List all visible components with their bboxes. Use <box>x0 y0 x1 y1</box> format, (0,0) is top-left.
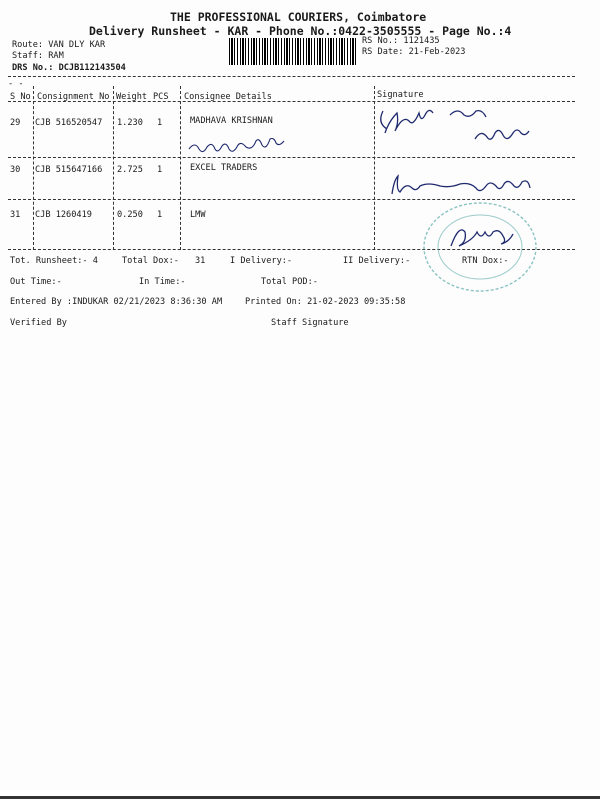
table-row-consignee: EXCEL TRADERS <box>190 163 258 173</box>
verified-by: Verified By <box>10 318 67 328</box>
ii-delivery: II Delivery:- <box>343 256 411 266</box>
rule-mark: - - <box>8 79 24 89</box>
stamp-seal <box>420 200 540 295</box>
staff-signature: Staff Signature <box>271 318 349 328</box>
handwritten-signature <box>375 103 560 153</box>
table-row-sno: 30 <box>10 165 21 175</box>
table-row-consignment: CJB 516520547 <box>35 118 103 128</box>
table-row-pcs: 1 <box>157 210 163 220</box>
col-header-pcs: PCS <box>153 92 169 102</box>
table-row-sno: 29 <box>10 118 21 128</box>
table-row-consignment: CJB 1260419 <box>35 210 92 220</box>
staff-label: Staff: RAM <box>12 51 64 61</box>
divider <box>8 76 575 77</box>
handwritten-signature <box>185 135 325 157</box>
out-time: Out Time:- <box>10 277 62 287</box>
col-header-consignee: Consignee Details <box>184 92 272 102</box>
entered-by: Entered By :INDUKAR 02/21/2023 8:36:30 AM <box>10 297 223 307</box>
scan-edge <box>0 796 600 799</box>
runsheet-subtitle: Delivery Runsheet - KAR - Phone No.:0422-3505555 - Page No.:4 <box>89 24 512 38</box>
printed-on: Printed On: 21-02-2023 09:35:58 <box>245 297 406 307</box>
table-row-weight: 0.250 <box>117 210 143 220</box>
table-row-consignee: MADHAVA KRISHNAN <box>190 116 273 126</box>
table-row-pcs: 1 <box>157 118 163 128</box>
total-pod: Total POD:- <box>261 277 318 287</box>
column-separator <box>113 86 114 250</box>
company-title: THE PROFESSIONAL COURIERS, Coimbatore <box>170 10 427 24</box>
table-row-pcs: 1 <box>157 165 163 175</box>
table-row-sno: 31 <box>10 210 21 220</box>
rtn-dox: RTN Dox:- <box>462 256 509 266</box>
col-header-sno: S No <box>10 92 31 102</box>
route-label: Route: VAN DLY KAR <box>12 40 106 50</box>
col-header-signature: Signature <box>377 90 424 100</box>
total-dox-value: 31 <box>195 256 206 266</box>
rs-number: RS No.: 1121435 <box>362 36 440 46</box>
table-row-consignee: LMW <box>190 210 206 220</box>
table-row-consignment: CJB 515647166 <box>35 165 103 175</box>
total-dox-label: Total Dox:- <box>122 256 179 266</box>
column-separator <box>180 86 181 250</box>
col-header-weight: Weight <box>116 92 148 102</box>
divider <box>8 157 575 158</box>
table-row-weight: 2.725 <box>117 165 143 175</box>
drs-number: DRS No.: DCJB112143504 <box>12 63 126 73</box>
tot-runsheet: Tot. Runsheet:- 4 <box>10 256 98 266</box>
rs-date: RS Date: 21-Feb-2023 <box>362 47 466 57</box>
barcode-icon <box>229 38 356 65</box>
handwritten-signature <box>388 170 568 204</box>
column-separator <box>33 86 34 250</box>
table-row-weight: 1.230 <box>117 118 143 128</box>
i-delivery: I Delivery:- <box>230 256 293 266</box>
col-header-consignment: Consignment No <box>37 92 110 102</box>
in-time: In Time:- <box>139 277 186 287</box>
